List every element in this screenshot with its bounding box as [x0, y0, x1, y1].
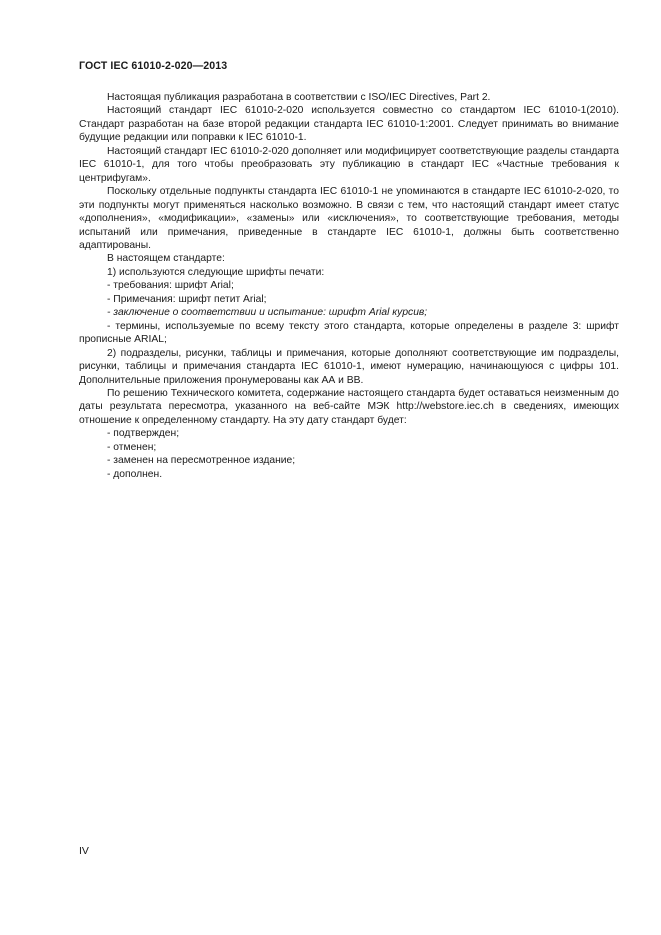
list-item-numbering: 2) подразделы, рисунки, таблицы и примечания, которые дополняют соответствующие им подразделы, рисунки, таблицы и примечания стандарта IEC 61010-1, имеют нумерацию, начинающуюся с цифры 101. Дополнительные приложения пронумерованы как АА и ВВ. — [79, 347, 619, 386]
list-item-notes-font: - Примечания: шрифт петит Arial; — [107, 293, 267, 305]
paragraph-usage: Настоящий стандарт IEC 61010-2-020 используется совместно со стандартом IEC 61010-1(2010). Стандарт разработан на базе второй редакции стандарта IEC 61010-1:2001. Следует принимать во внимание будущие редакции или поправки к IEC 61010-1. — [79, 105, 619, 144]
document-body — [79, 91, 619, 481]
list-item-fonts: 1) используются следующие шрифты печати: — [107, 266, 325, 278]
paragraph-iso-directives: Настоящая публикация разработана в соответствии с ISO/IEC Directives, Part 2. — [107, 92, 491, 103]
list-item-amended: - дополнен. — [107, 468, 163, 480]
page-number: IV — [79, 845, 89, 857]
list-item-requirements-font: - требования: шрифт Arial; — [107, 280, 234, 292]
list-item-confirmed: - подтвержден; — [107, 428, 180, 440]
list-item-compliance-font: - заключение о соответствии и испытание: шрифт Arial курсив; — [107, 307, 428, 319]
list-item-withdrawn: - отменен; — [107, 441, 157, 453]
list-item-replaced: - заменен на пересмотренное издание; — [107, 455, 296, 467]
paragraph-supplements: Настоящий стандарт IEC 61010-2-020 дополняет или модифицирует соответствующие разделы стандарта IEC 61010-1, для того чтобы преобразовать эту публикацию в стандарт IEC «Частные требования к центрифугам». — [79, 145, 619, 184]
document-header: ГОСТ IEC 61010-2-020—2013 — [79, 60, 228, 72]
list-item-terms-font: - термины, используемые по всему тексту этого стандарта, которые определены в разделе 3: шрифт прописные ARIAL; — [79, 320, 619, 346]
paragraph-in-this-standard: В настоящем стандарте: — [107, 253, 225, 265]
paragraph-subclauses: Поскольку отдельные подпункты стандарта IEC 61010-1 не упоминаются в стандарте IEC 61010-2-020, то эти подпункты могут применяться насколько возможно. В связи с тем, что настоящий стандарт имеет статус «дополнения», «модификации», «замены» или «исключения», то соответствующие требования, методы испытаний или примечания, приведенные в стандарте IEC 61010-1, должны быть соответственно адаптированы. — [79, 186, 619, 251]
paragraph-committee-decision: По решению Технического комитета, содержание настоящего стандарта будет оставаться неизменным до даты результата пересмотра, указанного на веб-сайте МЭК http://webstore.iec.ch в сведениях, имеющих отношение к определенному стандарту. На эту дату стандарт будет: — [79, 387, 619, 426]
